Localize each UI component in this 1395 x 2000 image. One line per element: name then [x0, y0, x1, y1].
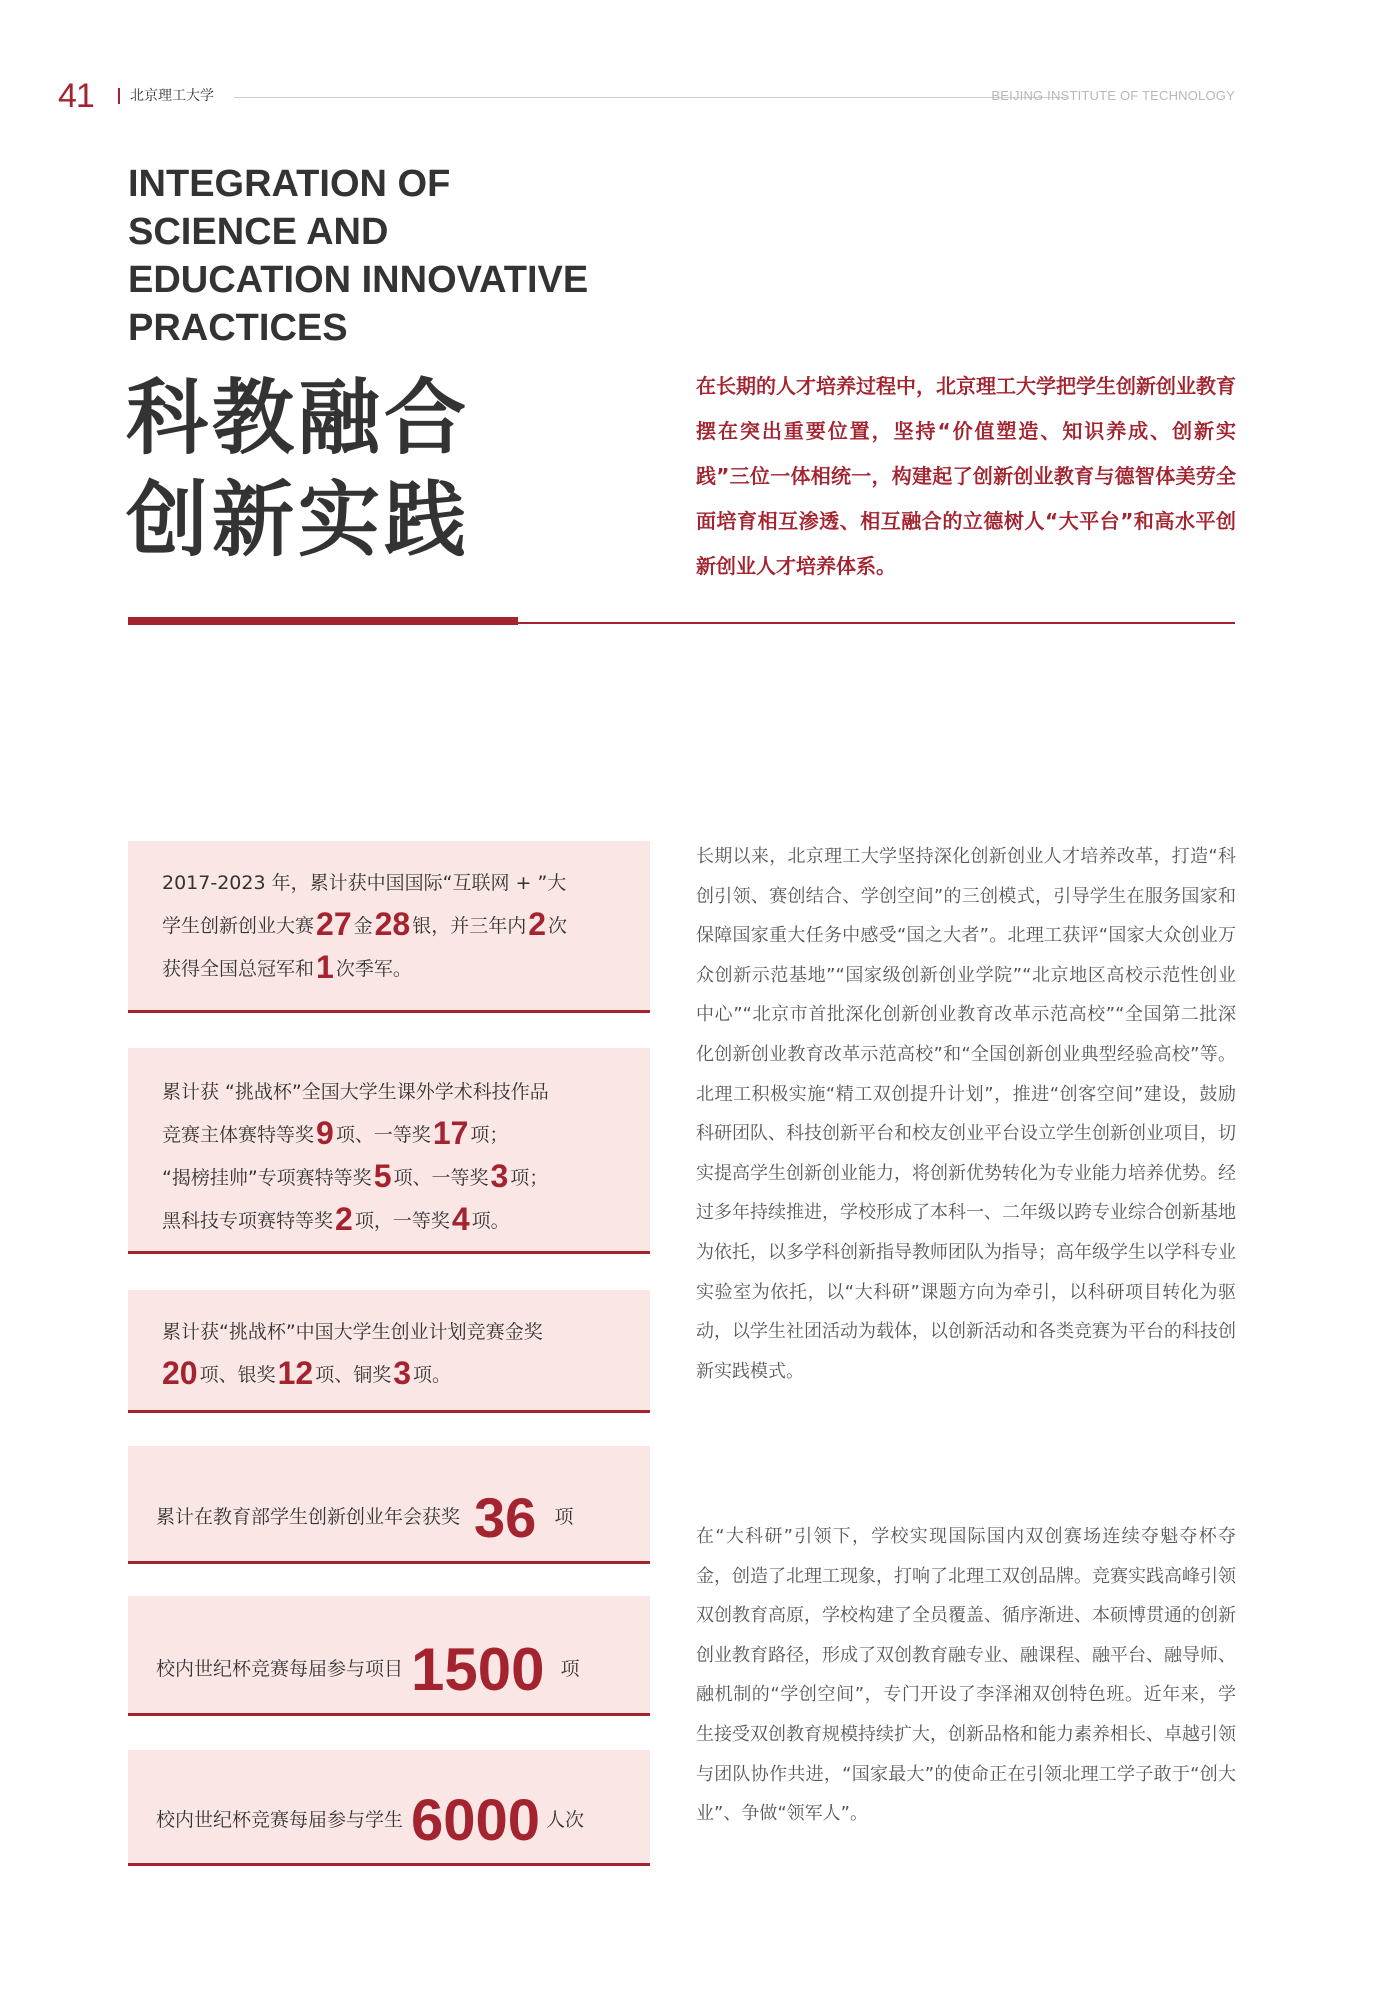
stat-text: 金 — [353, 915, 373, 937]
stat-unit: 人次 — [546, 1809, 585, 1831]
header-school-name-en: BEIJING INSTITUTE OF TECHNOLOGY — [991, 88, 1235, 103]
stat-number-silver: 28 — [374, 906, 411, 942]
stat-number: 17 — [432, 1115, 469, 1151]
stat-text: 获得全国总冠军和 — [162, 958, 315, 980]
stat-unit: 项 — [560, 1658, 580, 1680]
stat-line: 累计获“挑战杯”中国大学生创业计划竞赛金奖 — [162, 1321, 543, 1343]
stat-number-big: 6000 — [411, 1787, 541, 1853]
stat-text: 银，并三年内 — [412, 915, 527, 937]
intro-paragraph: 在长期的人才培养过程中，北京理工大学把学生创新创业教育摆在突出重要位置，坚持“价值塑造、知识养成、创新实践”三位一体相统一，构建起了创新创业教育与德智体美劳全面培育相互渗透、相互融合的立德树人“大平台”和高水平创新创业人才培养体系。 — [696, 374, 1236, 578]
title-cn-line: 科教融合 — [126, 371, 471, 466]
body-paragraph-2: 在“大科研”引领下，学校实现国际国内双创赛场连续夺魁夺杯夺金，创造了北理工现象，打响了北理工双创品牌。竞赛实践高峰引领双创教育高原，学校构建了全员覆盖、循序渐进、本硕博贯通的创新创业教育路径，形成了双创教育融专业、融课程、融平台、融导师、融机制的“学创空间”，专门开设了李泽湘双创特色班。近年来，学生接受双创教育规模持续扩大，创新品格和能力素养相长、卓越引领与团队协作共进，“国家最大”的使命正在引领北理工学子敢于“创大业”、争做“领军人”。 — [696, 1526, 1236, 1825]
stat-number-big: 36 — [474, 1485, 537, 1549]
stat-line — [162, 1113, 620, 1156]
stat-box-century-cup-students — [128, 1750, 650, 1866]
stat-text: “揭榜挂帅”专项赛特等奖 — [162, 1167, 372, 1189]
stat-text: 黑科技专项赛特等奖 — [162, 1210, 334, 1232]
stat-text: 项。 — [471, 1210, 510, 1232]
stat-text: 次季军。 — [335, 958, 412, 980]
stat-text: 项。 — [413, 1364, 452, 1386]
title-cn-line: 创新实践 — [126, 473, 471, 568]
title-en-line: INTEGRATION OF — [128, 163, 451, 205]
stat-box-century-cup-projects — [128, 1596, 650, 1716]
stat-number: 9 — [316, 1115, 334, 1151]
stat-number: 3 — [490, 1158, 509, 1194]
stat-box-challenge-cup-startup — [128, 1290, 650, 1413]
stat-box-moe-awards — [128, 1446, 650, 1564]
title-chinese — [126, 368, 470, 572]
stat-box-challenge-cup-academic — [128, 1048, 650, 1254]
stat-text: 项、银奖 — [199, 1364, 276, 1386]
title-en-line: PRACTICES — [128, 307, 348, 349]
stat-text: 项、一等奖 — [335, 1124, 431, 1146]
header-divider — [118, 88, 120, 104]
header-rule — [234, 97, 1067, 98]
stat-line: 累计获 “挑战杯”全国大学生课外学术科技作品 — [162, 1081, 549, 1103]
stat-number: 2 — [335, 1201, 353, 1237]
page-header — [58, 78, 1235, 114]
stat-label: 累计在教育部学生创新创业年会获奖 — [156, 1506, 461, 1528]
stat-number-champions: 2 — [528, 906, 547, 942]
stat-number-season: 1 — [316, 949, 334, 985]
stat-text: 项； — [510, 1167, 549, 1189]
title-english — [128, 160, 688, 352]
stat-number-bronze: 3 — [393, 1355, 412, 1391]
title-en-line: EDUCATION INNOVATIVE — [128, 259, 589, 301]
stat-number-big: 1500 — [411, 1635, 545, 1703]
stat-number-gold: 27 — [316, 906, 352, 942]
stat-line — [162, 1156, 620, 1199]
stat-text: 竞赛主体赛特等奖 — [162, 1124, 315, 1146]
body-paragraph-1: 长期以来，北京理工大学坚持深化创新创业人才培养改革，打造“科创引领、赛创结合、学创空间”的三创模式，引导学生在服务国家和保障国家重大任务中感受“国之大者”。北理工获评“国家大众创业万众创新示范基地”“国家级创新创业学院”“北京地区高校示范性创业中心”“北京市首批深化创新创业教育改革示范高校”“全国第二批深化创新创业教育改革示范高校”和“全国创新创业典型经验高校”等。北理工积极实施“精工双创提升计划”，推进“创客空间”建设，鼓励科研团队、科技创新平台和校友创业平台设立学生创新创业项目，切实提高学生创新创业能力，将创新优势转化为专业能力培养优势。经过多年持续推进，学校形成了本科一、二年级以跨专业综合创新基地为依托，以多学科创新指导教师团队为指导；高年级学生以学科专业实验室为依托，以“大科研”课题方向为牵引，以科研项目转化为驱动，以学生社团活动为载体，以创新活动和各类竞赛为平台的科技创新实践模式。 — [696, 846, 1236, 1382]
stat-number-gold: 20 — [162, 1355, 198, 1391]
stat-number: 4 — [451, 1201, 470, 1237]
stat-line — [162, 904, 620, 947]
stat-line — [162, 947, 620, 990]
stat-label: 校内世纪杯竞赛每届参与学生 — [156, 1809, 404, 1831]
stat-number-silver: 12 — [277, 1355, 314, 1391]
title-en-line: SCIENCE AND — [128, 211, 389, 253]
page-number: 41 — [58, 77, 94, 115]
stat-unit: 项 — [554, 1506, 574, 1528]
stat-number: 5 — [373, 1158, 392, 1194]
stat-text: 次 — [548, 915, 568, 937]
stat-box-internet-plus — [128, 841, 650, 1013]
stat-text: 项，一等奖 — [354, 1210, 450, 1232]
stat-text: 项、铜奖 — [315, 1364, 392, 1386]
stat-line — [162, 1199, 620, 1242]
title-rule-accent — [128, 617, 518, 625]
stat-line: 2017-2023 年，累计获中国国际“互联网 + ”大 — [162, 872, 567, 894]
stat-line — [162, 1353, 620, 1396]
header-school-name: 北京理工大学 — [130, 88, 214, 104]
stat-text: 项； — [470, 1124, 509, 1146]
stat-text: 学生创新创业大赛 — [162, 915, 315, 937]
stat-label: 校内世纪杯竞赛每届参与项目 — [156, 1658, 404, 1680]
stat-text: 项、一等奖 — [393, 1167, 489, 1189]
